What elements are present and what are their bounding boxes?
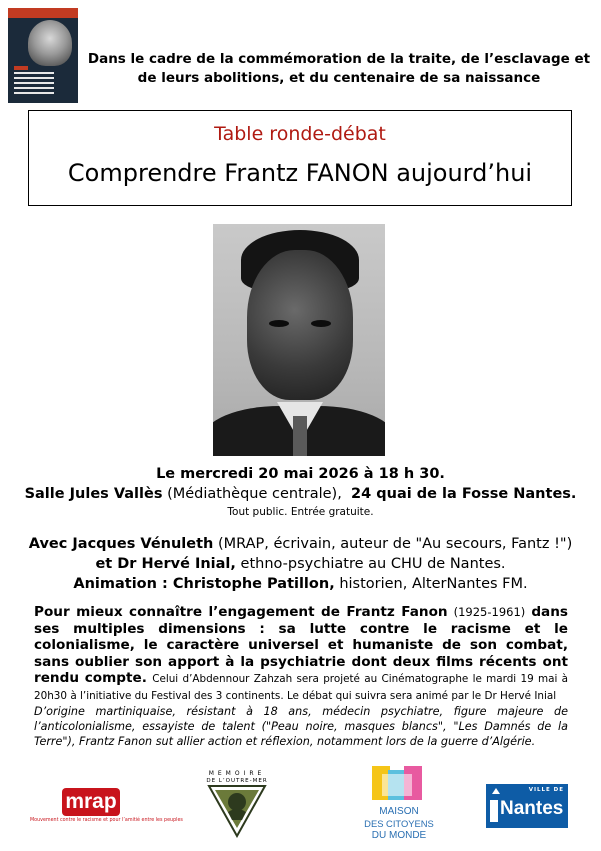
speaker-2-prefix: et Dr Hervé Inial, [95,556,236,572]
animation-detail: historien, AlterNantes FM. [339,576,528,592]
mdc-line-1: MAISON [379,806,419,817]
event-date: Le mercredi 20 mai 2026 à 18 h 30. [156,466,445,482]
speaker-intro: Avec Jacques Vénuleth [28,536,214,552]
title-box [28,110,572,206]
mdc-mark-icon [372,766,424,804]
speaker-1 [20,536,581,552]
memoire-outre-mer-logo [195,770,279,838]
ville-de-nantes-logo [486,784,568,828]
venue-address: 24 quai de la Fosse Nantes. [351,486,577,502]
event-title: Comprendre Frantz FANON aujourd’hui [67,159,533,187]
event-venue [20,486,581,502]
nantes-arrows-icon [486,784,568,828]
memoire-emblem-icon [195,770,279,838]
description-years: (1925-1961) [453,605,526,619]
commemoration-context: Dans le cadre de la commémoration de la traite, de l’esclavage et de leurs abolitions, et du centenaire de sa naissance [87,51,591,86]
mdc-line-3: DU MONDE [371,830,427,841]
fanon-portrait [213,224,385,456]
animation-label: Animation : Christophe Patillon, [73,576,335,592]
mdc-line-2: DES CITOYENS [364,818,434,829]
event-description [34,604,568,703]
memoire-line-2: DE L’OUTRE-MER [206,778,268,784]
speaker-2 [20,556,581,572]
fanon-bio: D’origine martiniquaise, résistant à 18 ans, médecin psychiatre, figure majeure de l’anticolonialisme, essayiste de talent ("Peau noire, masques blancs", "Les Damnés de la Terre"), Frantz Fanon sut allier action et réflexion, notamment lors de la guerre d’Algérie. [34,705,568,748]
event-access: Tout public. Entrée gratuite. [227,506,374,518]
mrap-tagline: Mouvement contre le racisme et pour l’amitié entre les peuples [30,818,183,823]
memoire-line-1: MEMOIRE [208,770,266,777]
nantes-ville-label: VILLE DE [528,787,564,793]
venue-detail: (Médiathèque centrale), [167,486,342,502]
event-type: Table ronde-débat [214,123,386,145]
speaker-1-detail: (MRAP, écrivain, auteur de "Au secours, Fantz !") [217,536,573,552]
speaker-2-detail: ethno-psychiatre au CHU de Nantes. [240,556,506,572]
mrap-logo [30,782,183,830]
maison-citoyens-monde-logo [364,766,434,842]
moderator [20,576,581,592]
mrap-mark: mrap [62,788,120,816]
description-part-1: Pour mieux connaître l’engagement de Frantz Fanon [34,604,448,620]
venue-name: Salle Jules Vallès [24,486,163,502]
description-part-2: dans ses multiples dimensions : sa lutte contre le racisme et le colonialisme, le caractère universel et humaniste de son combat, sans oublier son apport à la psychiatrie dont deux films récents ont rendu compte. [34,604,568,686]
description-part-3: Celui d’Abdennour Zahzah sera projeté au Cinématographe le mardi 19 mai à 20h30 à l’initiative du Festival des 3 continents. Le débat qui suivra sera animé par le Dr Hervé Inial [34,673,568,702]
nantes-name: Nantes [500,798,564,819]
event-poster-thumbnail [8,8,78,103]
